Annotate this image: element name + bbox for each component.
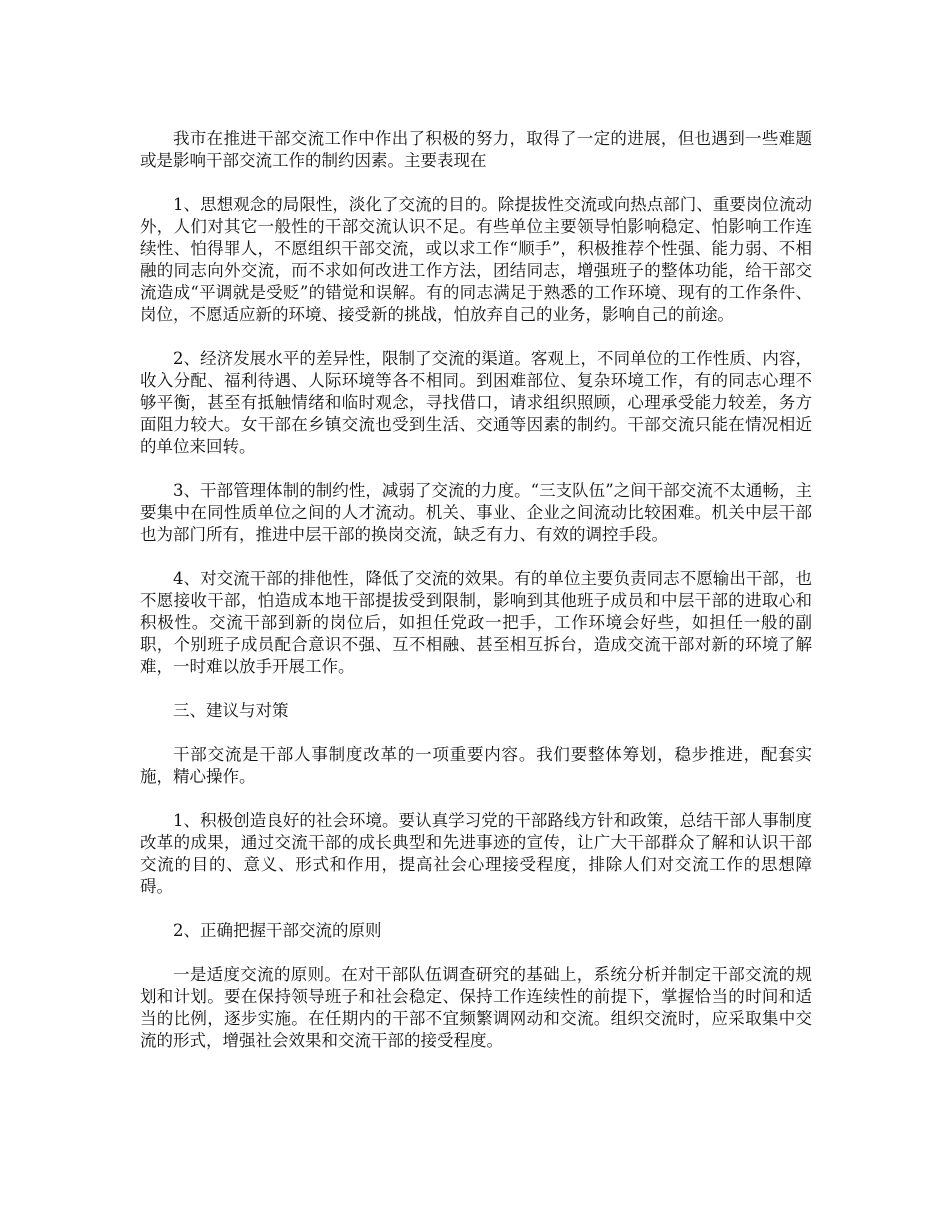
section-heading: 三、建议与对策 [173, 701, 289, 720]
paragraph-point-2: 2、经济发展水平的差异性，限制了交流的渠道。客观上，不同单位的工作性质、内容，收入分配、福利待遇、人际环境等各不相同。到困难部位、复杂环境工作，有的同志心理不够平衡，甚至有抵触情绪和临时观念，寻找借口，请求组织照顾，心理承受能力较差，务方面阻力较大。女干部在乡镇交流也受到生活、交通等因素的制约。干部交流只能在情况相近的单位来回转。 [140, 349, 812, 456]
document-body [140, 128, 812, 1074]
paragraph-suggestion-1: 1、积极创造良好的社会环境。要认真学习党的干部路线方针和政策，总结干部人事制度改革的成果，通过交流干部的成长典型和先进事迹的宣传，让广大干部群众了解和认识干部交流的目的、意义、形式和作用，提高社会心理接受程度，排除人们对交流工作的思想障碍。 [140, 811, 812, 896]
paragraph-section-intro: 干部交流是干部人事制度改革的一项重要内容。我们要整体筹划，稳步推进，配套实施，精心操作。 [140, 745, 812, 786]
paragraph-point-4: 4、对交流干部的排他性，降低了交流的效果。有的单位主要负责同志不愿输出干部，也不愿接收干部，怕造成本地干部提拔受到限制，影响到其他班子成员和中层干部的进取心和积极性。交流干部到新的岗位后，如担任党政一把手，工作环境会好些，如担任一般的副职，个别班子成员配合意识不强、互不相融、甚至相互拆台，造成交流干部对新的环境了解难，一时难以放手开展工作。 [140, 569, 812, 676]
paragraph-point-3: 3、干部管理体制的制约性，减弱了交流的力度。“三支队伍”之间干部交流不太通畅，主要集中在同性质单位之间的人才流动。机关、事业、企业之间流动比较困难。机关中层干部也为部门所有，推进中层干部的换岗交流，缺乏有力、有效的调控手段。 [140, 481, 812, 544]
subheading-principles: 2、正确把握干部交流的原则 [173, 921, 382, 940]
paragraph-point-1: 1、思想观念的局限性，淡化了交流的目的。除提拔性交流或向热点部门、重要岗位流动外，人们对其它一般性的干部交流认识不足。有些单位主要领导怕影响稳定、怕影响工作连续性、怕得罪人，不愿组织干部交流，或以求工作“顺手”，积极推荐个性强、能力弱、不相融的同志向外交流，而不求如何改进工作方法，团结同志，增强班子的整体功能，给干部交流造成“平调就是受贬”的错觉和误解。有的同志满足于熟悉的工作环境、现有的工作条件、岗位，不愿适应新的环境、接受新的挑战，怕放弃自己的业务，影响自己的前途。 [140, 195, 812, 324]
paragraph-principle-1: 一是适度交流的原则。在对干部队伍调查研究的基础上，系统分析并制定干部交流的规划和计划。要在保持领导班子和社会稳定、保持工作连续性的前提下，掌握恰当的时间和适当的比例，逐步实施。在任期内的干部不宜频繁调网动和交流。组织交流时，应采取集中交流的形式，增强社会效果和交流干部的接受程度。 [140, 965, 812, 1050]
paragraph-intro: 我市在推进干部交流工作中作出了积极的努力，取得了一定的进展，但也遇到一些难题或是影响干部交流工作的制约因素。主要表现在 [140, 129, 812, 170]
